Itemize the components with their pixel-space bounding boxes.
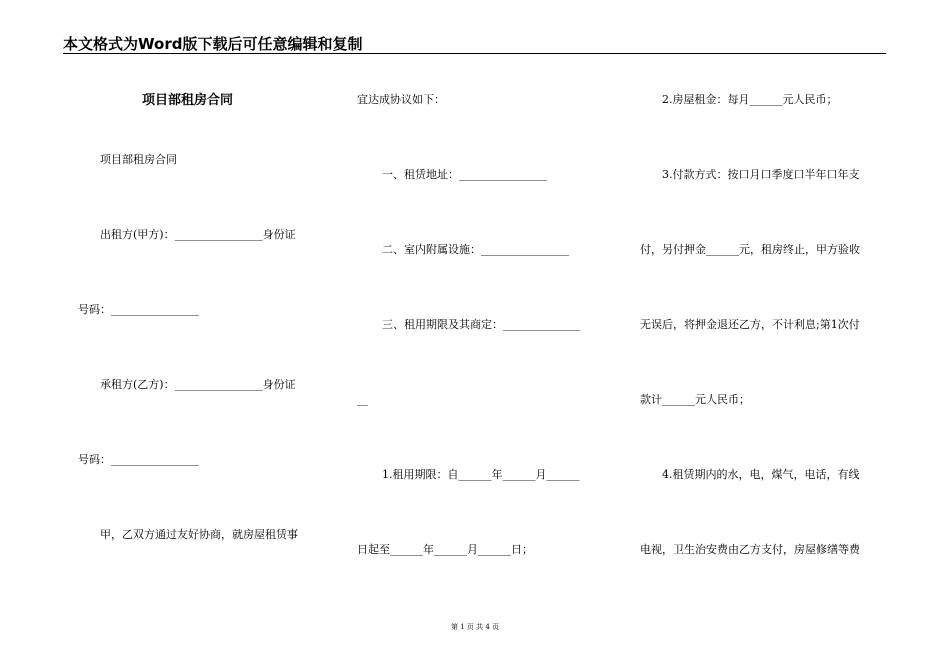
text-line: 无误后，将押金退还乙方，不计利息;第1次付	[640, 318, 860, 331]
text-line: 3.付款方式：按口月口季度口半年口年支	[662, 168, 860, 181]
text-line: 出租方(甲方)：________________身份证	[100, 228, 296, 241]
text-column-2	[357, 0, 607, 672]
text-line: 付，另付押金______元，租房终止，甲方验收	[640, 243, 860, 256]
text-line: 4.租赁期内的水，电，煤气，电话，有线	[662, 468, 860, 481]
text-line: 款计______元人民币；	[640, 393, 750, 406]
text-line: 一、租赁地址：________________	[382, 168, 547, 181]
document-banner: 本文格式为Word版下载后可任意编辑和复制	[63, 35, 363, 53]
text-line: 1.租用期限：自______年______月______	[382, 468, 580, 481]
document-title: 项目部租房合同	[142, 93, 234, 108]
text-line: 项目部租房合同	[100, 153, 177, 166]
text-line: 号码：________________	[78, 303, 199, 316]
text-line: 甲，乙双方通过友好协商，就房屋租赁事	[100, 528, 298, 541]
text-column-3	[640, 0, 890, 672]
text-line: 宜达成协议如下：	[357, 93, 445, 106]
text-line: __	[357, 393, 368, 406]
text-line: 2.房屋租金：每月______元人民币；	[662, 93, 838, 106]
text-line: 二、室内附属设施：________________	[382, 243, 569, 256]
text-line: 电视，卫生治安费由乙方支付，房屋修缮等费	[640, 543, 860, 556]
text-line: 三、租用期限及其商定：______________	[382, 318, 580, 331]
text-column-1	[78, 0, 328, 672]
text-line: 日起至______年______月______日；	[357, 543, 533, 556]
text-line: 号码：________________	[78, 453, 199, 466]
text-line: 承租方(乙方)：________________身份证	[100, 378, 296, 391]
page-number: 第 1 页 共 4 页	[450, 623, 500, 631]
